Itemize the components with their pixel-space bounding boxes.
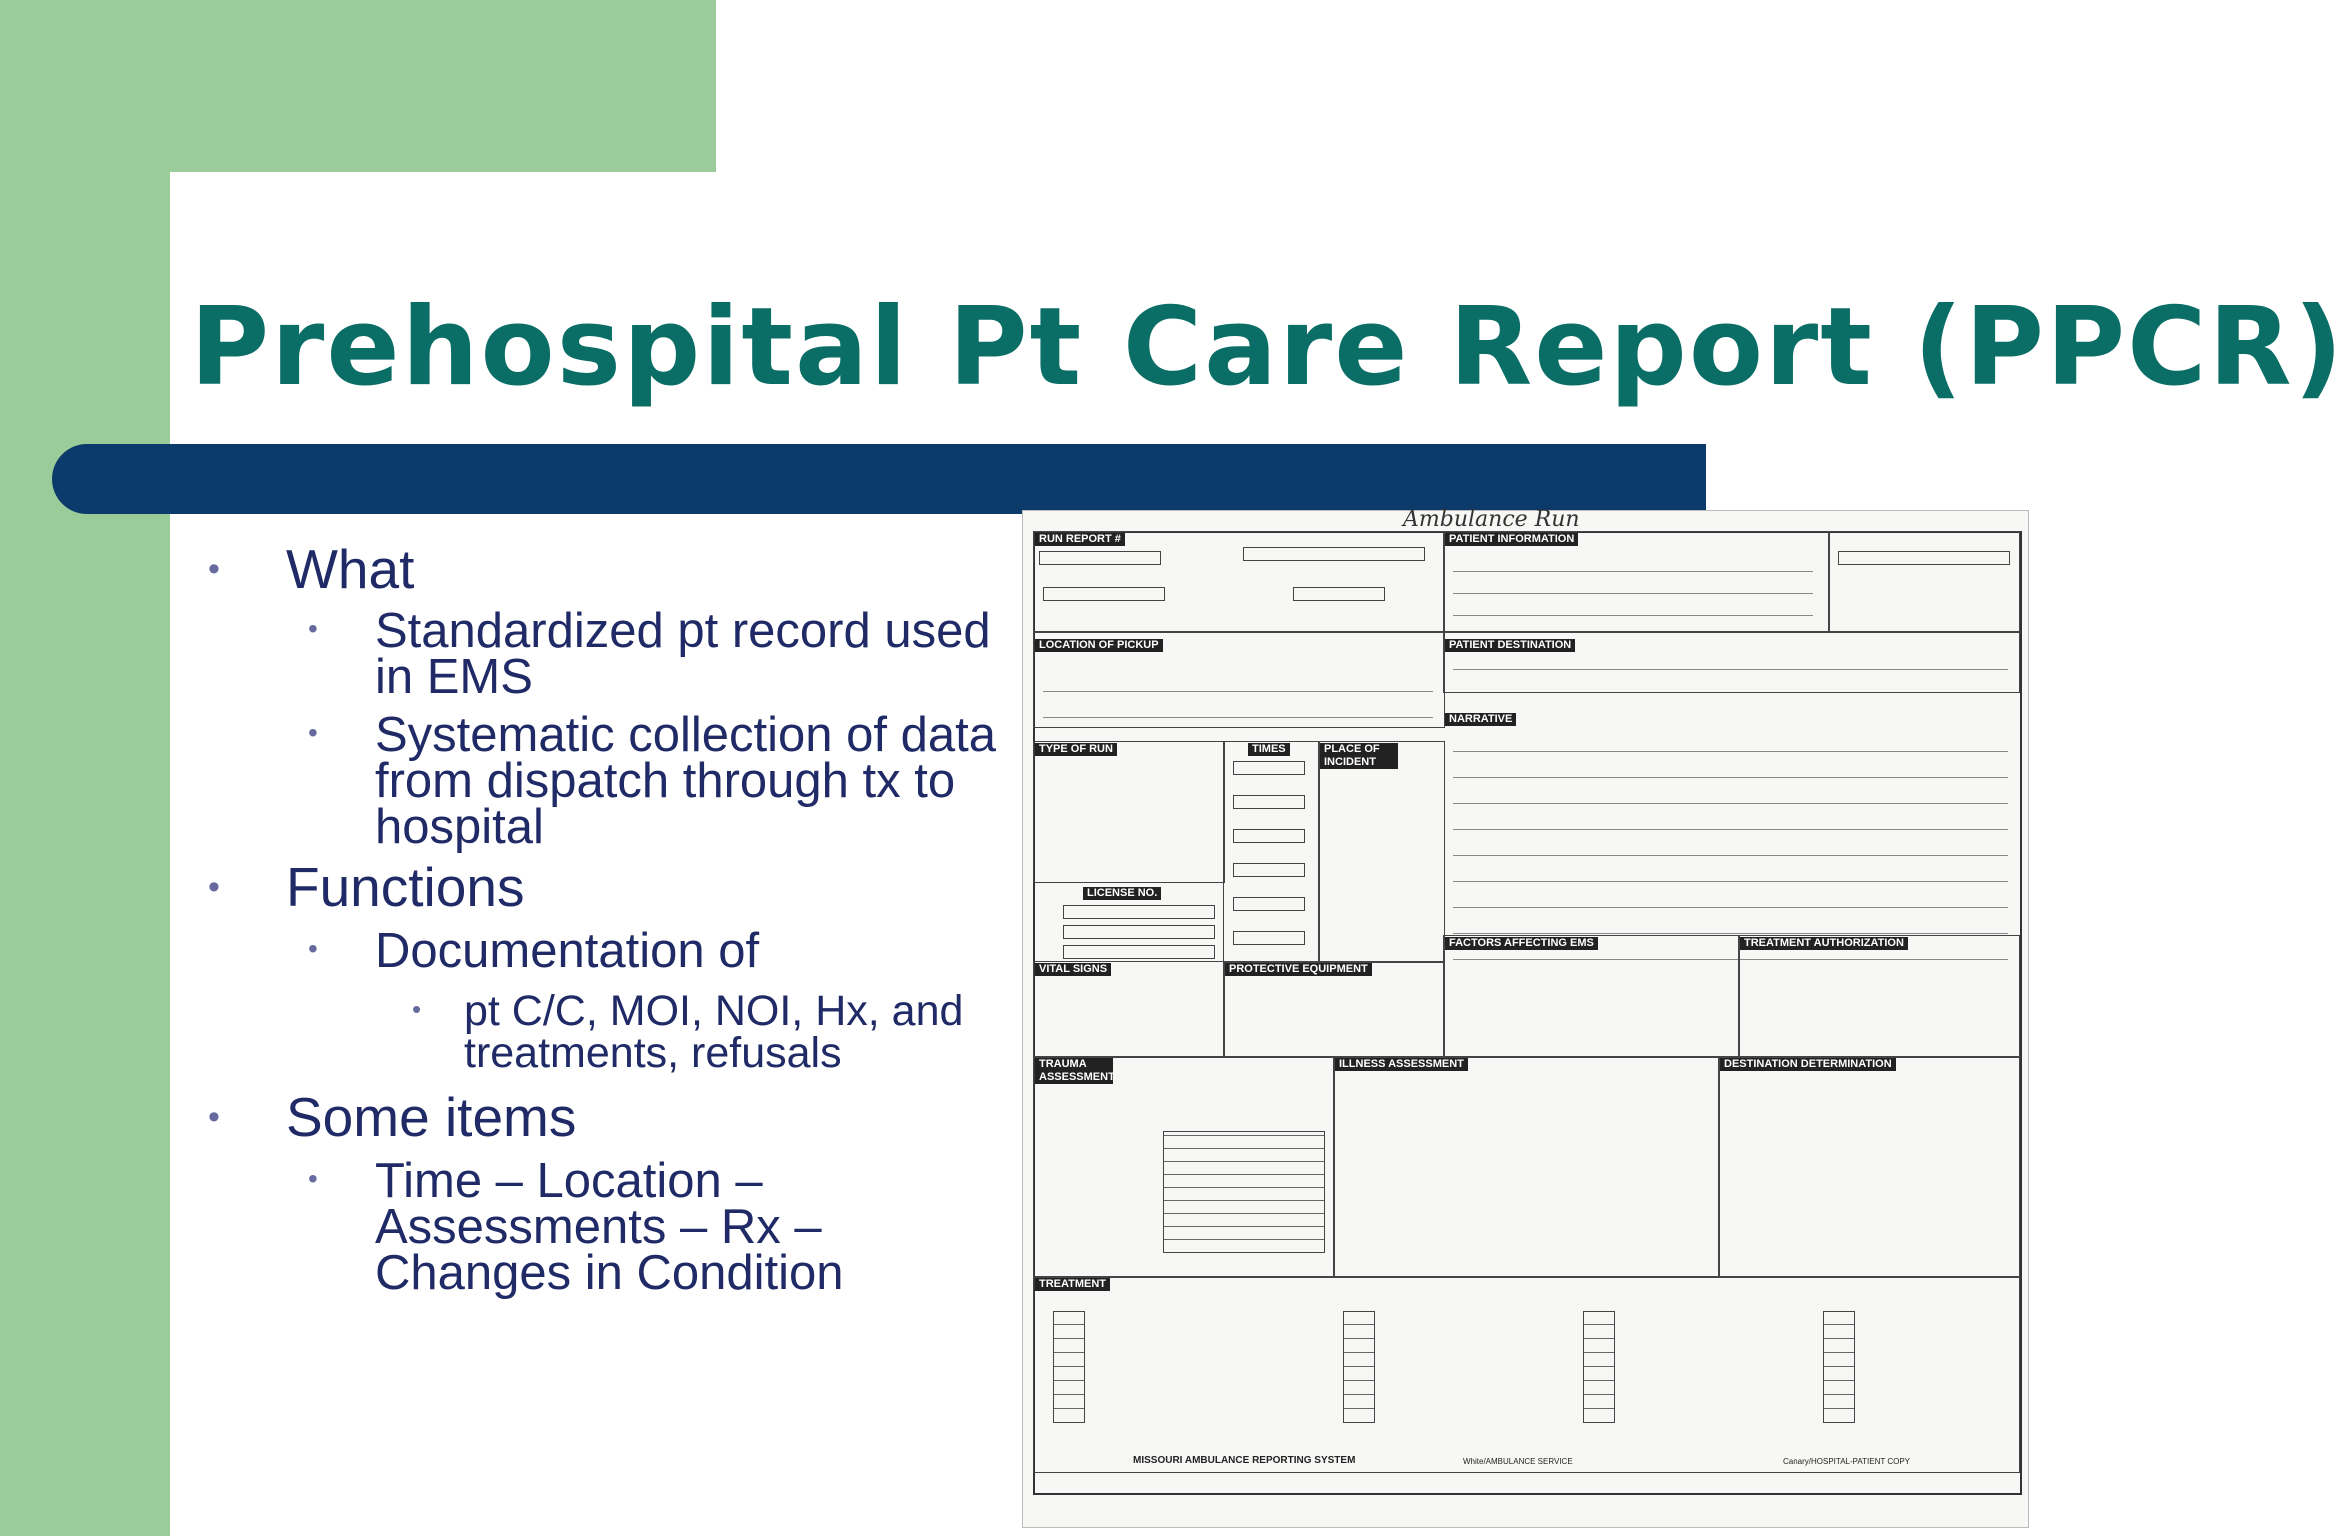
line: [1453, 751, 2008, 752]
line: [1453, 829, 2008, 830]
box-row: [1233, 761, 1305, 775]
box-row: [1043, 587, 1165, 601]
license-header: LICENSE NO.: [1083, 887, 1161, 900]
box-row: [1063, 905, 1215, 919]
line: [1043, 717, 1433, 718]
line: [1453, 615, 1813, 616]
type-of-run-section: [1033, 741, 1225, 883]
illness-section: [1333, 1056, 1720, 1278]
line: [1453, 777, 2008, 778]
protective-header: PROTECTIVE EQUIPMENT: [1225, 963, 1372, 976]
pickup-header: LOCATION OF PICKUP: [1035, 639, 1163, 652]
patient-info-header: PATIENT INFORMATION: [1445, 533, 1578, 546]
treatment-header: TREATMENT: [1035, 1278, 1110, 1291]
box-row: [1243, 547, 1425, 561]
factors-header: FACTORS AFFECTING EMS: [1445, 937, 1598, 950]
line: [1453, 669, 2008, 670]
line: [1043, 691, 1433, 692]
box-row: [1233, 931, 1305, 945]
place-section: [1318, 741, 1445, 963]
top-green-band: [0, 0, 716, 172]
narrative-header: NARRATIVE: [1445, 713, 1516, 726]
ppcr-form-image: [1022, 507, 2029, 1528]
sub-bullet: • Documentation of: [308, 924, 760, 978]
bullet-dot: •: [308, 933, 318, 964]
run-report-header: RUN REPORT #: [1035, 533, 1125, 546]
treatment-section: [1033, 1276, 2020, 1473]
bullet-dot: •: [308, 1163, 318, 1194]
sub-sub-bullet: • pt C/C, MOI, NOI, Hx, and treatments, refusals: [412, 987, 964, 1077]
form-footer-copy: White/AMBULANCE SERVICE: [1463, 1457, 1573, 1466]
box-row: [1838, 551, 2010, 565]
bullet-dot: •: [208, 550, 220, 588]
illness-header: ILLNESS ASSESSMENT: [1335, 1058, 1468, 1071]
line: [1453, 855, 2008, 856]
bullet-some-items: • Some items: [208, 1086, 577, 1148]
place-header: PLACE OF INCIDENT: [1320, 743, 1398, 769]
form-footer-title: MISSOURI AMBULANCE REPORTING SYSTEM: [1133, 1455, 1356, 1466]
sub-bullet: • Standardized pt record used in EMS: [308, 604, 991, 704]
line: [1453, 881, 2008, 882]
bullet-dot: •: [208, 1098, 220, 1136]
title-divider-bar: [52, 444, 1706, 514]
box-row: [1039, 551, 1161, 565]
bullet-dot: •: [308, 717, 318, 748]
type-of-run-header: TYPE OF RUN: [1035, 743, 1117, 756]
bullet-list: [200, 538, 1030, 1300]
line: [1453, 907, 2008, 908]
top-white-area: [716, 0, 2048, 172]
treatment-boxes: [1583, 1311, 1615, 1423]
bullet-functions: • Functions: [208, 856, 525, 918]
slide-title: Prehospital Pt Care Report (PPCR): [190, 285, 2345, 410]
destination-header: PATIENT DESTINATION: [1445, 639, 1575, 652]
box-row: [1063, 945, 1215, 959]
dob-section: [1828, 531, 2020, 633]
vital-signs-header: VITAL SIGNS: [1035, 963, 1111, 976]
trauma-header: TRAUMA ASSESSMENT: [1035, 1058, 1113, 1084]
bullet-dot: •: [308, 613, 318, 644]
bullet-dot: •: [208, 868, 220, 906]
destination-determination-header: DESTINATION DETERMINATION: [1720, 1058, 1896, 1071]
treatment-boxes: [1343, 1311, 1375, 1423]
line: [1453, 933, 2008, 934]
box-row: [1233, 795, 1305, 809]
sub-bullet: • Systematic collection of data from dispatch through tx to hospital: [308, 708, 996, 854]
box-row: [1233, 897, 1305, 911]
authorization-section: [1738, 935, 2020, 1058]
left-green-band: [0, 0, 170, 1536]
treatment-boxes: [1823, 1311, 1855, 1423]
box-row: [1233, 829, 1305, 843]
box-row: [1063, 925, 1215, 939]
handwritten-title: Ambulance Run: [1403, 507, 1580, 532]
box-row: [1293, 587, 1385, 601]
factors-section: [1443, 935, 1740, 1058]
line: [1453, 593, 1813, 594]
box-row: [1233, 863, 1305, 877]
treatment-boxes: [1053, 1311, 1085, 1423]
bullet-dot: •: [412, 994, 422, 1024]
line: [1453, 803, 2008, 804]
bullet-what: • What: [208, 538, 415, 600]
destination-determination-section: [1718, 1056, 2020, 1278]
line: [1453, 571, 1813, 572]
trauma-grid: [1163, 1131, 1325, 1253]
patient-info-section: [1443, 531, 1830, 633]
authorization-header: TREATMENT AUTHORIZATION: [1740, 937, 1908, 950]
times-header: TIMES: [1248, 743, 1290, 756]
sub-bullet: • Time – Location – Assessments – Rx – Changes in Condition: [308, 1154, 844, 1300]
form-footer-copy: Canary/HOSPITAL-PATIENT COPY: [1783, 1457, 1910, 1466]
